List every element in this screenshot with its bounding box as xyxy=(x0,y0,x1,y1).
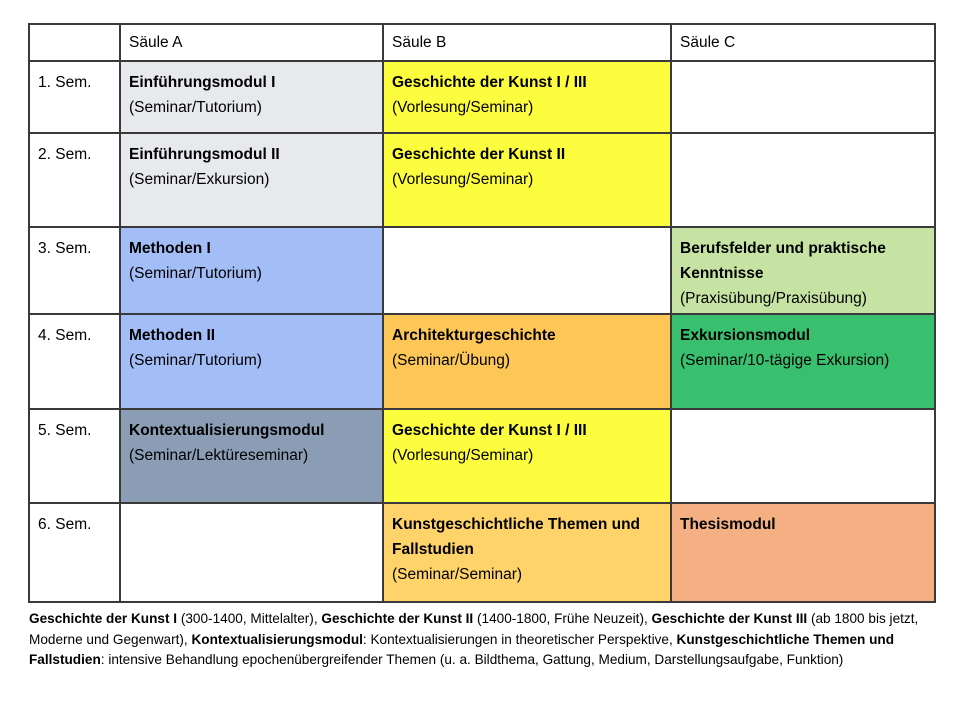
module-title: Kontextualisierungsmodul xyxy=(129,421,325,439)
footnote-term: Geschichte der Kunst III xyxy=(651,611,808,626)
semester-label: 1. Sem. xyxy=(29,61,120,132)
footnote xyxy=(29,609,935,671)
module-cell xyxy=(671,314,935,409)
module-cell xyxy=(120,409,383,504)
semester-label: 6. Sem. xyxy=(29,503,120,602)
module-format: (Seminar/10-tägige Exkursion) xyxy=(680,351,890,369)
module-title: Einführungsmodul II xyxy=(129,145,280,163)
semester-row xyxy=(29,314,935,409)
module-format: (Vorlesung/Seminar) xyxy=(392,170,534,188)
module-cell xyxy=(120,133,383,228)
module-cell xyxy=(383,133,671,228)
module-format: (Seminar/Tutorium) xyxy=(129,351,262,369)
module-format: (Seminar/Exkursion) xyxy=(129,170,270,188)
column-header: Säule C xyxy=(671,24,935,61)
module-format: (Seminar/Tutorium) xyxy=(129,99,262,117)
module-format: (Seminar/Seminar) xyxy=(392,566,523,584)
module-title: Geschichte der Kunst I / III xyxy=(392,74,587,92)
module-cell xyxy=(383,503,671,602)
semester-row xyxy=(29,409,935,504)
header-row xyxy=(29,24,935,61)
semester-row xyxy=(29,503,935,602)
module-format: (Seminar/Tutorium) xyxy=(129,265,262,283)
footnote-term: Geschichte der Kunst II xyxy=(321,611,474,626)
semester-label: 2. Sem. xyxy=(29,133,120,228)
module-format: (Seminar/Übung) xyxy=(392,351,511,369)
module-format: (Vorlesung/Seminar) xyxy=(392,446,534,464)
module-cell xyxy=(383,61,671,132)
module-format: (Seminar/Lektüreseminar) xyxy=(129,446,309,464)
footnote-term: Kunstgeschichtliche Themen und Fallstudien xyxy=(29,631,895,667)
footnote-description: : intensive Behandlung epochenübergreifender Themen (u. a. Bildthema, Gattung, Medium, Darstellungsaufgabe, Funktion) xyxy=(100,652,844,667)
module-cell xyxy=(120,227,383,314)
footnote-description: (1400-1800, Frühe Neuzeit), xyxy=(473,611,652,626)
module-cell xyxy=(671,133,935,228)
header-corner-cell xyxy=(29,24,120,61)
module-title: Kunstgeschichtliche Themen und Fallstudien xyxy=(392,516,641,559)
column-header: Säule B xyxy=(383,24,671,61)
semester-row xyxy=(29,133,935,228)
module-title: Exkursionsmodul xyxy=(680,326,811,344)
module-title: Geschichte der Kunst I / III xyxy=(392,421,587,439)
footnote-description: (300-1400, Mittelalter), xyxy=(177,611,322,626)
module-title: Berufsfelder und praktische Kenntnisse xyxy=(680,240,886,283)
module-cell xyxy=(383,227,671,314)
module-cell xyxy=(383,314,671,409)
module-cell xyxy=(120,503,383,602)
semester-row xyxy=(29,227,935,314)
curriculum-table xyxy=(28,23,936,603)
module-cell xyxy=(383,409,671,504)
module-cell xyxy=(120,314,383,409)
module-cell xyxy=(671,61,935,132)
module-format: (Praxisübung/Praxisübung) xyxy=(680,290,867,308)
footnote-description: : Kontextualisierungen in theoretischer Perspektive, xyxy=(362,631,677,647)
footnote-description: (ab 1800 bis jetzt, Moderne und Gegenwart), xyxy=(29,611,919,647)
semester-label: 5. Sem. xyxy=(29,409,120,504)
module-title: Einführungsmodul I xyxy=(129,74,276,92)
footnote-term: Kontextualisierungsmodul xyxy=(191,631,363,647)
module-title: Methoden I xyxy=(129,240,211,258)
module-cell xyxy=(671,503,935,602)
module-format: (Vorlesung/Seminar) xyxy=(392,99,534,117)
module-title: Architekturgeschichte xyxy=(392,326,556,344)
column-header: Säule A xyxy=(120,24,383,61)
module-title: Methoden II xyxy=(129,326,216,344)
module-cell xyxy=(671,227,935,314)
semester-row xyxy=(29,61,935,132)
footnote-term: Geschichte der Kunst I xyxy=(29,611,178,626)
semester-label: 3. Sem. xyxy=(29,227,120,314)
module-title: Thesismodul xyxy=(680,516,776,534)
module-cell xyxy=(671,409,935,504)
module-title: Geschichte der Kunst II xyxy=(392,145,566,163)
semester-label: 4. Sem. xyxy=(29,314,120,409)
module-cell xyxy=(120,61,383,132)
